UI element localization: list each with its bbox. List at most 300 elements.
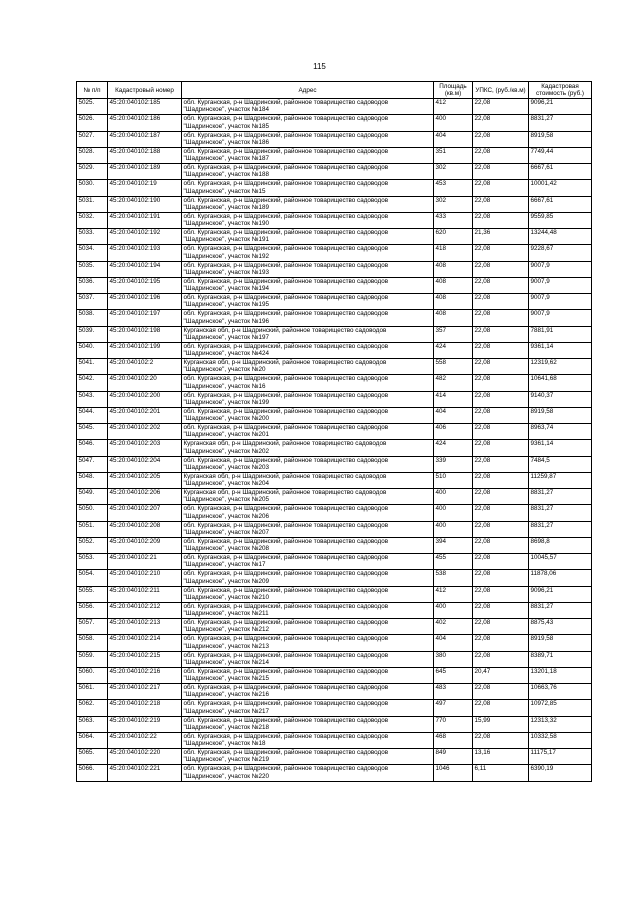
cell-area: 351: [434, 147, 473, 163]
table-row: [77, 554, 592, 570]
cell-index: 5026.: [77, 115, 108, 131]
address-line-1: обл. Курганская, р-н Шадринский, районное товарищество садоводов: [183, 229, 389, 236]
address-line-2: "Шадринское", участок №211: [183, 610, 269, 618]
page-number: 115: [313, 62, 326, 71]
cell-cadastral-value: 9228,67: [529, 245, 592, 261]
cell-cadastral-number: 45:20:040102:209: [108, 537, 182, 553]
cell-cadastral-number: 45:20:040102:185: [108, 99, 182, 115]
table-row: [77, 537, 592, 553]
cell-address: [182, 294, 434, 310]
address-line-2: "Шадринское", участок №214: [183, 658, 270, 666]
cell-area: 302: [434, 196, 473, 212]
cell-cadastral-value: 9007,9: [529, 294, 592, 310]
cell-cadastral-number: 45:20:040102:212: [108, 602, 182, 618]
cell-cadastral-value: 9007,9: [529, 310, 592, 326]
cell-index: 5047.: [77, 456, 108, 472]
table-row: [77, 245, 592, 261]
cell-address: [182, 716, 434, 732]
address-line-1: обл. Курганская, р-н Шадринский, районное товарищество садоводов: [183, 245, 389, 253]
address-line-2: "Шадринское", участок №195: [183, 301, 270, 309]
cell-index: 5041.: [77, 359, 108, 375]
address-line-1: обл. Курганская, р-н Шадринский, районное товарищество садоводов: [183, 602, 389, 610]
header-cadastral-value: Кадастровая стоимость (руб.): [529, 82, 592, 99]
cell-upks: 22,08: [473, 619, 529, 635]
cell-upks: 22,08: [473, 424, 529, 440]
cell-address: [182, 326, 434, 342]
cell-cadastral-number: 45:20:040102:197: [108, 310, 182, 326]
cell-cadastral-value: 10972,85: [529, 700, 592, 716]
cell-address: [182, 489, 434, 505]
cell-index: 5036.: [77, 277, 108, 293]
address-line-2: "Шадринское", участок №184: [183, 106, 270, 114]
cell-cadastral-number: 45:20:040102:211: [108, 586, 182, 602]
address-line-1: обл. Курганская, р-н Шадринский, районное товарищество садоводов: [183, 407, 389, 415]
cell-cadastral-value: 11259,87: [529, 472, 592, 488]
cell-cadastral-number: 45:20:040102:186: [108, 115, 182, 131]
address-line-2: "Шадринское", участок №220: [183, 772, 270, 780]
cell-index: 5044.: [77, 407, 108, 423]
cell-cadastral-value: 8389,71: [529, 651, 592, 667]
cell-area: 468: [434, 732, 473, 748]
cell-index: 5060.: [77, 667, 108, 683]
address-line-2: "Шадринское", участок №187: [183, 155, 270, 163]
cell-cadastral-value: 11175,17: [529, 749, 592, 765]
address-line-1: обл. Курганская, р-н Шадринский, районное товарищество садоводов: [183, 570, 389, 578]
cell-cadastral-value: 7749,44: [529, 147, 592, 163]
cell-index: 5050.: [77, 505, 108, 521]
cell-cadastral-value: 11878,06: [529, 570, 592, 586]
cell-address: [182, 261, 434, 277]
address-line-2: "Шадринское", участок №219: [183, 756, 270, 764]
cell-upks: 22,08: [473, 245, 529, 261]
cell-upks: 22,08: [473, 147, 529, 163]
table-row: [77, 570, 592, 586]
address-line-2: "Шадринское", участок №217: [183, 707, 270, 715]
cell-cadastral-number: 45:20:040102:219: [108, 716, 182, 732]
cell-index: 5027.: [77, 131, 108, 147]
address-line-1: обл. Курганская, р-н Шадринский, районное товарищество садоводов: [183, 391, 389, 399]
address-line-1: Курганская обл, р-н Шадринский, районное товарищество садоводов: [183, 359, 387, 366]
cell-address: [182, 342, 434, 358]
cell-upks: 22,08: [473, 537, 529, 553]
table-row: [77, 635, 592, 651]
cell-cadastral-number: 45:20:040102:217: [108, 684, 182, 700]
address-line-2: "Шадринское", участок №210: [183, 593, 270, 601]
table-row: [77, 147, 592, 163]
table-body: [77, 99, 592, 782]
cell-area: 400: [434, 602, 473, 618]
cell-index: 5045.: [77, 424, 108, 440]
cell-cadastral-number: 45:20:040102:190: [108, 196, 182, 212]
cell-area: 497: [434, 700, 473, 716]
table-row: [77, 229, 592, 245]
cell-index: 5063.: [77, 716, 108, 732]
cell-upks: 22,08: [473, 212, 529, 228]
cell-cadastral-number: 45:20:040102:22: [108, 732, 182, 748]
cell-index: 5056.: [77, 602, 108, 618]
cell-area: 418: [434, 245, 473, 261]
cell-address: [182, 700, 434, 716]
cell-cadastral-number: 45:20:040102:210: [108, 570, 182, 586]
cell-address: [182, 424, 434, 440]
cell-index: 5046.: [77, 440, 108, 456]
table-row: [77, 505, 592, 521]
cell-upks: 22,08: [473, 684, 529, 700]
table-row: [77, 749, 592, 765]
address-line-2: "Шадринское", участок №208: [183, 545, 270, 553]
table-row: [77, 196, 592, 212]
table-row: [77, 212, 592, 228]
cell-upks: 22,08: [473, 440, 529, 456]
address-line-1: обл. Курганская, р-н Шадринский, районное товарищество садоводов: [183, 147, 389, 155]
header-cadastral-number: Кадастровый номер: [108, 82, 182, 99]
cell-area: 406: [434, 424, 473, 440]
address-line-2: "Шадринское", участок №203: [183, 463, 270, 471]
cell-upks: 22,08: [473, 196, 529, 212]
cell-cadastral-number: 45:20:040102:199: [108, 342, 182, 358]
cell-cadastral-number: 45:20:040102:196: [108, 294, 182, 310]
cell-cadastral-number: 45:20:040102:214: [108, 635, 182, 651]
cell-area: 433: [434, 212, 473, 228]
cell-index: 5039.: [77, 326, 108, 342]
cell-cadastral-number: 45:20:040102:215: [108, 651, 182, 667]
address-line-1: обл. Курганская, р-н Шадринский, районное товарищество садоводов: [183, 619, 389, 626]
cell-cadastral-value: 8831,27: [529, 521, 592, 537]
address-line-2: "Шадринское", участок №212: [183, 626, 270, 634]
address-line-1: обл. Курганская, р-н Шадринский, районное товарищество садоводов: [183, 684, 389, 691]
cell-upks: 6,11: [473, 765, 529, 781]
cell-index: 5034.: [77, 245, 108, 261]
cell-address: [182, 359, 434, 375]
cell-cadastral-value: 8831,27: [529, 505, 592, 521]
cell-area: 1046: [434, 765, 473, 781]
cell-area: 645: [434, 667, 473, 683]
address-line-1: обл. Курганская, р-н Шадринский, районное товарищество садоводов: [183, 505, 389, 513]
cell-area: 510: [434, 472, 473, 488]
address-line-1: обл. Курганская, р-н Шадринский, районное товарищество садоводов: [183, 554, 389, 561]
address-line-2: "Шадринское", участок №205: [183, 496, 270, 504]
address-line-2: "Шадринское", участок №218: [183, 723, 270, 731]
table-row: [77, 115, 592, 131]
address-line-2: "Шадринское", участок №194: [183, 285, 270, 293]
cell-index: 5033.: [77, 229, 108, 245]
cell-upks: 22,08: [473, 115, 529, 131]
cell-area: 424: [434, 440, 473, 456]
cell-upks: 22,08: [473, 521, 529, 537]
cell-area: 380: [434, 651, 473, 667]
cell-address: [182, 505, 434, 521]
cell-area: 339: [434, 456, 473, 472]
cell-address: [182, 147, 434, 163]
cell-cadastral-number: 45:20:040102:213: [108, 619, 182, 635]
cell-upks: 22,08: [473, 602, 529, 618]
cell-area: 400: [434, 115, 473, 131]
cell-cadastral-number: 45:20:040102:192: [108, 229, 182, 245]
address-line-1: обл. Курганская, р-н Шадринский, районное товарищество садоводов: [183, 521, 389, 529]
cell-address: [182, 521, 434, 537]
address-line-2: "Шадринское", участок №200: [183, 415, 270, 423]
cell-address: [182, 99, 434, 115]
address-line-1: Курганская обл, р-н Шадринский, районное товарищество садоводов: [183, 440, 387, 448]
cell-address: [182, 586, 434, 602]
address-line-2: "Шадринское", участок №216: [183, 691, 270, 699]
cell-upks: 22,08: [473, 554, 529, 570]
cell-upks: 22,08: [473, 310, 529, 326]
cell-address: [182, 602, 434, 618]
cell-cadastral-value: 8919,58: [529, 635, 592, 651]
cell-index: 5042.: [77, 375, 108, 391]
cell-upks: 22,08: [473, 391, 529, 407]
address-line-2: "Шадринское", участок №185: [183, 122, 270, 130]
header-index: № п/п: [77, 82, 108, 99]
address-line-2: "Шадринское", участок №18: [183, 740, 266, 748]
address-line-1: обл. Курганская, р-н Шадринский, районное товарищество садоводов: [183, 212, 389, 220]
table-row: [77, 684, 592, 700]
address-line-2: "Шадринское", участок №15: [183, 187, 266, 195]
cell-cadastral-number: 45:20:040102:216: [108, 667, 182, 683]
cell-upks: 22,08: [473, 180, 529, 196]
cell-index: 5062.: [77, 700, 108, 716]
table-row: [77, 131, 592, 147]
cell-area: 400: [434, 521, 473, 537]
address-line-2: "Шадринское", участок №193: [183, 268, 270, 276]
cell-upks: 22,08: [473, 261, 529, 277]
table-row: [77, 716, 592, 732]
cell-area: 404: [434, 635, 473, 651]
address-line-2: "Шадринское", участок №188: [183, 171, 270, 179]
cell-cadastral-number: 45:20:040102:206: [108, 489, 182, 505]
cell-upks: 22,08: [473, 732, 529, 748]
cell-upks: 22,08: [473, 505, 529, 521]
cell-upks: 20,47: [473, 667, 529, 683]
cell-cadastral-number: 45:20:040102:2: [108, 359, 182, 375]
cell-address: [182, 180, 434, 196]
cell-cadastral-number: 45:20:040102:203: [108, 440, 182, 456]
table-row: [77, 602, 592, 618]
cell-address: [182, 537, 434, 553]
address-line-1: обл. Курганская, р-н Шадринский, районное товарищество садоводов: [183, 716, 389, 724]
table-row: [77, 424, 592, 440]
address-line-1: обл. Курганская, р-н Шадринский, районное товарищество садоводов: [183, 164, 389, 171]
table-row: [77, 489, 592, 505]
cell-area: 394: [434, 537, 473, 553]
address-line-1: обл. Курганская, р-н Шадринский, районное товарищество садоводов: [183, 196, 389, 204]
address-line-1: обл. Курганская, р-н Шадринский, районное товарищество садоводов: [183, 180, 389, 188]
cell-index: 5030.: [77, 180, 108, 196]
table-row: [77, 294, 592, 310]
address-line-2: "Шадринское", участок №17: [183, 561, 266, 569]
cell-area: 482: [434, 375, 473, 391]
table-row: [77, 180, 592, 196]
cell-address: [182, 732, 434, 748]
cell-index: 5053.: [77, 554, 108, 570]
cell-cadastral-number: 45:20:040102:198: [108, 326, 182, 342]
cell-address: [182, 407, 434, 423]
cell-cadastral-number: 45:20:040102:19: [108, 180, 182, 196]
table-row: [77, 700, 592, 716]
address-line-1: обл. Курганская, р-н Шадринский, районное товарищество садоводов: [183, 115, 389, 123]
cell-cadastral-number: 45:20:040102:208: [108, 521, 182, 537]
cell-index: 5049.: [77, 489, 108, 505]
cell-cadastral-number: 45:20:040102:204: [108, 456, 182, 472]
cell-area: 400: [434, 505, 473, 521]
cell-area: 849: [434, 749, 473, 765]
cell-cadastral-value: 6667,61: [529, 164, 592, 180]
address-line-1: обл. Курганская, р-н Шадринский, районное товарищество садоводов: [183, 99, 389, 106]
cell-cadastral-value: 10001,42: [529, 180, 592, 196]
address-line-1: обл. Курганская, р-н Шадринский, районное товарищество садоводов: [183, 456, 389, 464]
cell-cadastral-value: 9361,14: [529, 440, 592, 456]
address-line-1: обл. Курганская, р-н Шадринский, районное товарищество садоводов: [183, 310, 389, 318]
cell-cadastral-number: 45:20:040102:194: [108, 261, 182, 277]
table-row: [77, 619, 592, 635]
address-line-2: "Шадринское", участок №190: [183, 220, 270, 228]
address-line-1: обл. Курганская, р-н Шадринский, районное товарищество садоводов: [183, 732, 389, 740]
cell-index: 5061.: [77, 684, 108, 700]
cell-address: [182, 310, 434, 326]
cell-area: 620: [434, 229, 473, 245]
cell-upks: 22,08: [473, 131, 529, 147]
address-line-1: обл. Курганская, р-н Шадринский, районное товарищество садоводов: [183, 294, 389, 301]
cell-index: 5055.: [77, 586, 108, 602]
cell-cadastral-value: 10663,76: [529, 684, 592, 700]
address-line-2: "Шадринское", участок №20: [183, 366, 266, 374]
cell-cadastral-number: 45:20:040102:21: [108, 554, 182, 570]
address-line-2: "Шадринское", участок №191: [183, 236, 270, 244]
address-line-1: обл. Курганская, р-н Шадринский, районное товарищество садоводов: [183, 586, 389, 594]
cell-index: 5054.: [77, 570, 108, 586]
cell-cadastral-number: 45:20:040102:201: [108, 407, 182, 423]
cell-index: 5048.: [77, 472, 108, 488]
cell-index: 5052.: [77, 537, 108, 553]
cell-cadastral-value: 9096,21: [529, 99, 592, 115]
cell-cadastral-value: 9007,9: [529, 277, 592, 293]
table-row: [77, 440, 592, 456]
cell-upks: 21,36: [473, 229, 529, 245]
cell-address: [182, 635, 434, 651]
cell-cadastral-value: 8831,27: [529, 602, 592, 618]
cell-cadastral-value: 8963,74: [529, 424, 592, 440]
cell-area: 424: [434, 342, 473, 358]
cell-area: 558: [434, 359, 473, 375]
cell-cadastral-number: 45:20:040102:205: [108, 472, 182, 488]
cell-upks: 22,08: [473, 326, 529, 342]
address-line-1: обл. Курганская, р-н Шадринский, районное товарищество садоводов: [183, 424, 389, 431]
address-line-2: "Шадринское", участок №16: [183, 382, 266, 390]
table-row: [77, 732, 592, 748]
address-line-2: "Шадринское", участок №206: [183, 512, 270, 520]
cell-address: [182, 115, 434, 131]
cell-upks: 22,08: [473, 164, 529, 180]
cell-cadastral-number: 45:20:040102:221: [108, 765, 182, 781]
address-line-2: "Шадринское", участок №199: [183, 398, 270, 406]
cell-index: 5029.: [77, 164, 108, 180]
cell-area: 412: [434, 99, 473, 115]
table-row: [77, 765, 592, 781]
address-line-2: "Шадринское", участок №197: [183, 333, 270, 341]
cell-address: [182, 196, 434, 212]
header-upks: УПКС, (руб./кв.м): [473, 82, 529, 99]
cell-index: 5066.: [77, 765, 108, 781]
cell-area: 770: [434, 716, 473, 732]
cell-index: 5038.: [77, 310, 108, 326]
address-line-2: "Шадринское", участок №209: [183, 577, 270, 585]
cell-upks: 22,08: [473, 586, 529, 602]
cell-index: 5057.: [77, 619, 108, 635]
cell-address: [182, 684, 434, 700]
address-line-1: обл. Курганская, р-н Шадринский, районное товарищество садоводов: [183, 131, 389, 139]
address-line-2: "Шадринское", участок №207: [183, 528, 270, 536]
cell-address: [182, 765, 434, 781]
cell-area: 412: [434, 586, 473, 602]
cell-upks: 22,08: [473, 456, 529, 472]
cell-area: 404: [434, 131, 473, 147]
cell-cadastral-number: 45:20:040102:195: [108, 277, 182, 293]
cell-cadastral-number: 45:20:040102:220: [108, 749, 182, 765]
cell-index: 5035.: [77, 261, 108, 277]
cell-upks: 13,16: [473, 749, 529, 765]
cell-address: [182, 131, 434, 147]
address-line-1: обл. Курганская, р-н Шадринский, районное товарищество садоводов: [183, 749, 389, 756]
cell-cadastral-value: 8919,58: [529, 131, 592, 147]
cell-cadastral-number: 45:20:040102:218: [108, 700, 182, 716]
cell-address: [182, 164, 434, 180]
table-row: [77, 277, 592, 293]
cell-cadastral-value: 12319,62: [529, 359, 592, 375]
address-line-2: "Шадринское", участок №201: [183, 431, 270, 439]
address-line-2: "Шадринское", участок №196: [183, 317, 270, 325]
table-row: [77, 521, 592, 537]
cell-upks: 22,08: [473, 570, 529, 586]
cell-address: [182, 229, 434, 245]
table-row: [77, 261, 592, 277]
cell-upks: 22,08: [473, 472, 529, 488]
cell-upks: 22,08: [473, 375, 529, 391]
cell-index: 5037.: [77, 294, 108, 310]
cell-cadastral-value: 9007,9: [529, 261, 592, 277]
table-row: [77, 375, 592, 391]
cell-area: 538: [434, 570, 473, 586]
address-line-1: Курганская обл, р-н Шадринский, районное товарищество садоводов: [183, 489, 387, 496]
cell-upks: 22,08: [473, 342, 529, 358]
cell-cadastral-value: 8875,43: [529, 619, 592, 635]
cell-index: 5031.: [77, 196, 108, 212]
cell-cadastral-value: 10045,57: [529, 554, 592, 570]
address-line-1: обл. Курганская, р-н Шадринский, районное товарищество садоводов: [183, 537, 389, 545]
cell-cadastral-number: 45:20:040102:189: [108, 164, 182, 180]
cell-upks: 22,08: [473, 489, 529, 505]
header-address: Адрес: [182, 82, 434, 99]
cell-upks: 22,08: [473, 294, 529, 310]
address-line-1: обл. Курганская, р-н Шадринский, районное товарищество садоводов: [183, 635, 389, 643]
table-row: [77, 667, 592, 683]
cell-cadastral-value: 12313,32: [529, 716, 592, 732]
cell-address: [182, 472, 434, 488]
address-line-2: "Шадринское", участок №189: [183, 203, 270, 211]
address-line-1: обл. Курганская, р-н Шадринский, районное товарищество садоводов: [183, 261, 389, 269]
cell-area: 455: [434, 554, 473, 570]
address-line-1: обл. Курганская, р-н Шадринский, районное товарищество садоводов: [183, 765, 389, 773]
cell-cadastral-value: 13201,18: [529, 667, 592, 683]
cell-index: 5025.: [77, 99, 108, 115]
table-row: [77, 310, 592, 326]
cell-area: 302: [434, 164, 473, 180]
cell-upks: 22,08: [473, 359, 529, 375]
cell-area: 357: [434, 326, 473, 342]
cell-address: [182, 456, 434, 472]
table-row: [77, 342, 592, 358]
cell-address: [182, 212, 434, 228]
